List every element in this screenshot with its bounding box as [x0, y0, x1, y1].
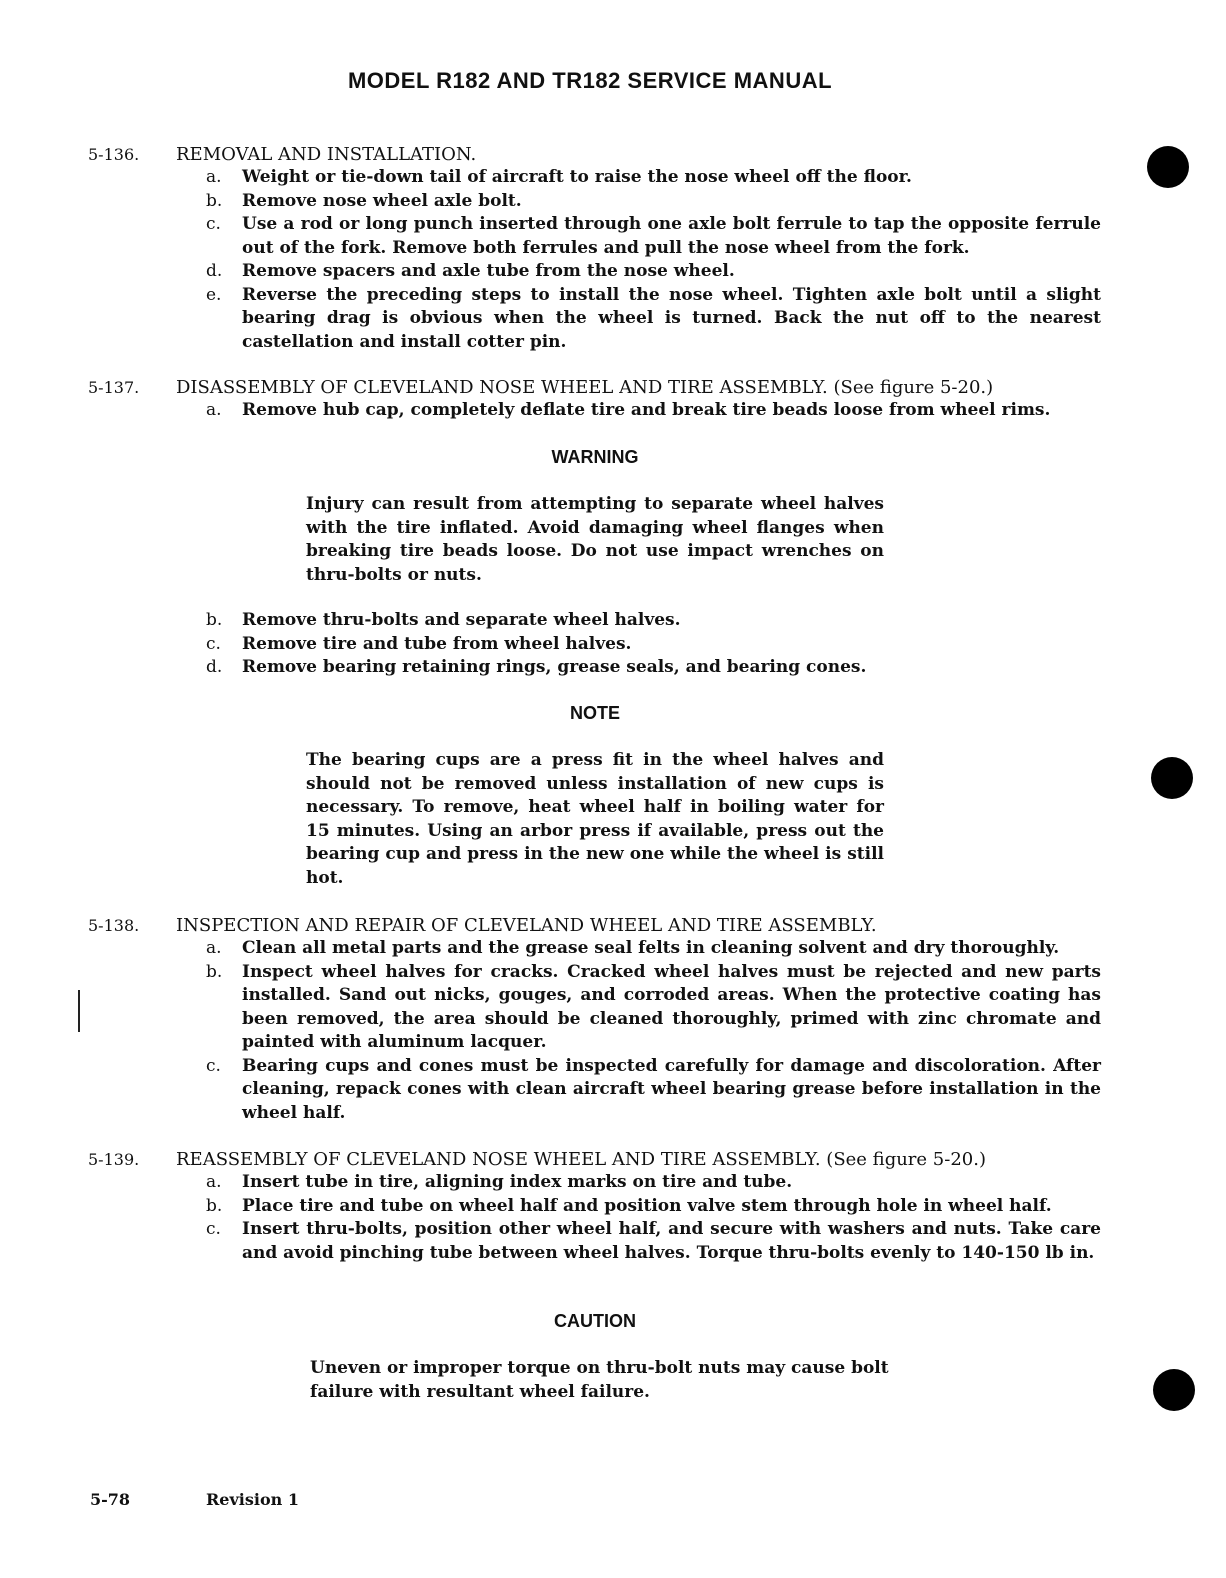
step-text: Remove nose wheel axle bolt. [242, 190, 522, 211]
step-item [206, 961, 1101, 1055]
step-letter: c. [206, 633, 221, 654]
step-item [206, 1218, 1101, 1265]
step-letter: d. [206, 657, 223, 677]
step-letter: a. [206, 938, 222, 958]
section-number: 5-136. [88, 145, 140, 164]
step-text: Remove tire and tube from wheel halves. [242, 633, 632, 654]
step-list [88, 937, 1118, 1125]
step-text: Bearing cups and cones must be inspected carefully for damage and discoloration. After cleaning, repack cones with clean aircraft wheel bearing grease before installation in the wheel half. [242, 1055, 1101, 1123]
section-heading [88, 914, 1118, 937]
section-number: 5-137. [88, 378, 140, 397]
page-number: 5-78 [90, 1490, 131, 1509]
step-item [206, 166, 1101, 190]
step-text: Weight or tie-down tail of aircraft to raise the nose wheel off the floor. [242, 167, 912, 187]
step-letter: e. [206, 284, 222, 305]
warning-text: Injury can result from attempting to separate wheel halves with the tire inflated. Avoid damaging wheel flanges when breaking tire beads loose. Do not use impact wrenches on thru-bolts or nuts. [306, 494, 884, 585]
step-letter: c. [206, 214, 221, 234]
step-text: Remove hub cap, completely deflate tire and break tire beads loose from wheel rims. [242, 400, 1051, 420]
step-item [206, 1195, 1101, 1219]
step-text: Place tire and tube on wheel half and position valve stem through hole in wheel half. [242, 1195, 1052, 1216]
revision-change-bar [78, 990, 80, 1032]
section-title: REMOVAL AND INSTALLATION. [176, 144, 477, 165]
section-number: 5-138. [88, 916, 140, 935]
page-footer [90, 1490, 299, 1509]
caution-text: Uneven or improper torque on thru-bolt nuts may cause bolt failure with resultant wheel failure. [310, 1358, 889, 1402]
step-item [206, 656, 1101, 680]
step-letter: a. [206, 1172, 222, 1192]
step-item [206, 284, 1101, 355]
step-letter: a. [206, 167, 222, 187]
note-text: The bearing cups are a press fit in the wheel halves and should not be removed unless installation of new cups is necessary. To remove, heat wheel half in boiling water for 15 minutes. Using an arbor press if available, press out the bearing cup and press in the new one while the wheel is still hot. [306, 750, 884, 888]
step-list [88, 1171, 1118, 1265]
step-text: Insert tube in tire, aligning index marks on tire and tube. [242, 1172, 793, 1192]
page-title: MODEL R182 AND TR182 SERVICE MANUAL [347, 68, 833, 93]
warning-heading: WARNING [551, 447, 639, 467]
step-text: Use a rod or long punch inserted through one axle bolt ferrule to tap the opposite ferrule out of the fork. Remove both ferrules and pull the nose wheel from the fork. [242, 214, 1101, 258]
step-text: Reverse the preceding steps to install the nose wheel. Tighten axle bolt until a slight bearing drag is obvious when the wheel is turned. Back the nut off to the nearest castellation and install cotter pin. [242, 284, 1101, 352]
binder-hole-middle [1151, 757, 1193, 799]
step-item [206, 1055, 1101, 1126]
step-item [206, 1171, 1101, 1195]
step-item [206, 213, 1101, 260]
section-title: DISASSEMBLY OF CLEVELAND NOSE WHEEL AND TIRE ASSEMBLY. (See figure 5-20.) [176, 377, 994, 398]
caution-heading: CAUTION [554, 1311, 636, 1331]
section-5-137 [88, 376, 1118, 423]
section-heading [88, 376, 1118, 399]
step-letter: b. [206, 1195, 223, 1216]
section-heading [88, 143, 1118, 166]
section-5-136 [88, 143, 1118, 354]
step-item [206, 609, 1101, 633]
step-letter: b. [206, 610, 223, 630]
step-item [206, 399, 1101, 423]
binder-hole-top [1147, 146, 1189, 188]
step-text: Clean all metal parts and the grease seal felts in cleaning solvent and dry thoroughly. [242, 938, 1060, 958]
step-text: Remove spacers and axle tube from the nose wheel. [242, 261, 735, 281]
section-title: REASSEMBLY OF CLEVELAND NOSE WHEEL AND TIRE ASSEMBLY. (See figure 5-20.) [176, 1149, 986, 1170]
section-title: INSPECTION AND REPAIR OF CLEVELAND WHEEL AND TIRE ASSEMBLY. [176, 915, 877, 936]
step-list [88, 609, 1118, 680]
revision-label: Revision 1 [206, 1490, 299, 1509]
section-5-137-continued [88, 609, 1118, 680]
step-text: Inspect wheel halves for cracks. Cracked wheel halves must be rejected and new parts installed. Sand out nicks, gouges, and corroded areas. When the protective coating has been removed, the area should be cleaned thoroughly, primed with zinc chromate and painted with aluminum lacquer. [242, 961, 1101, 1052]
step-letter: c. [206, 1219, 221, 1239]
section-number: 5-139. [88, 1150, 140, 1169]
step-list [88, 399, 1118, 423]
section-5-139 [88, 1148, 1118, 1265]
step-item [206, 190, 1101, 214]
step-text: Remove bearing retaining rings, grease seals, and bearing cones. [242, 657, 867, 677]
step-item [206, 260, 1101, 284]
step-list [88, 166, 1118, 354]
step-letter: d. [206, 261, 223, 281]
step-letter: b. [206, 190, 223, 211]
note-heading: NOTE [569, 703, 620, 723]
section-5-138 [88, 914, 1118, 1125]
step-letter: b. [206, 961, 223, 982]
step-item [206, 937, 1101, 961]
step-text: Insert thru-bolts, position other wheel half, and secure with washers and nuts. Take care and avoid pinching tube between wheel halves. Torque thru-bolts evenly to 140-150 lb in. [242, 1219, 1101, 1263]
step-text: Remove thru-bolts and separate wheel halves. [242, 610, 681, 630]
section-heading [88, 1148, 1118, 1171]
step-item [206, 633, 1101, 657]
step-letter: c. [206, 1055, 221, 1076]
step-letter: a. [206, 400, 222, 420]
binder-hole-bottom [1153, 1369, 1195, 1411]
